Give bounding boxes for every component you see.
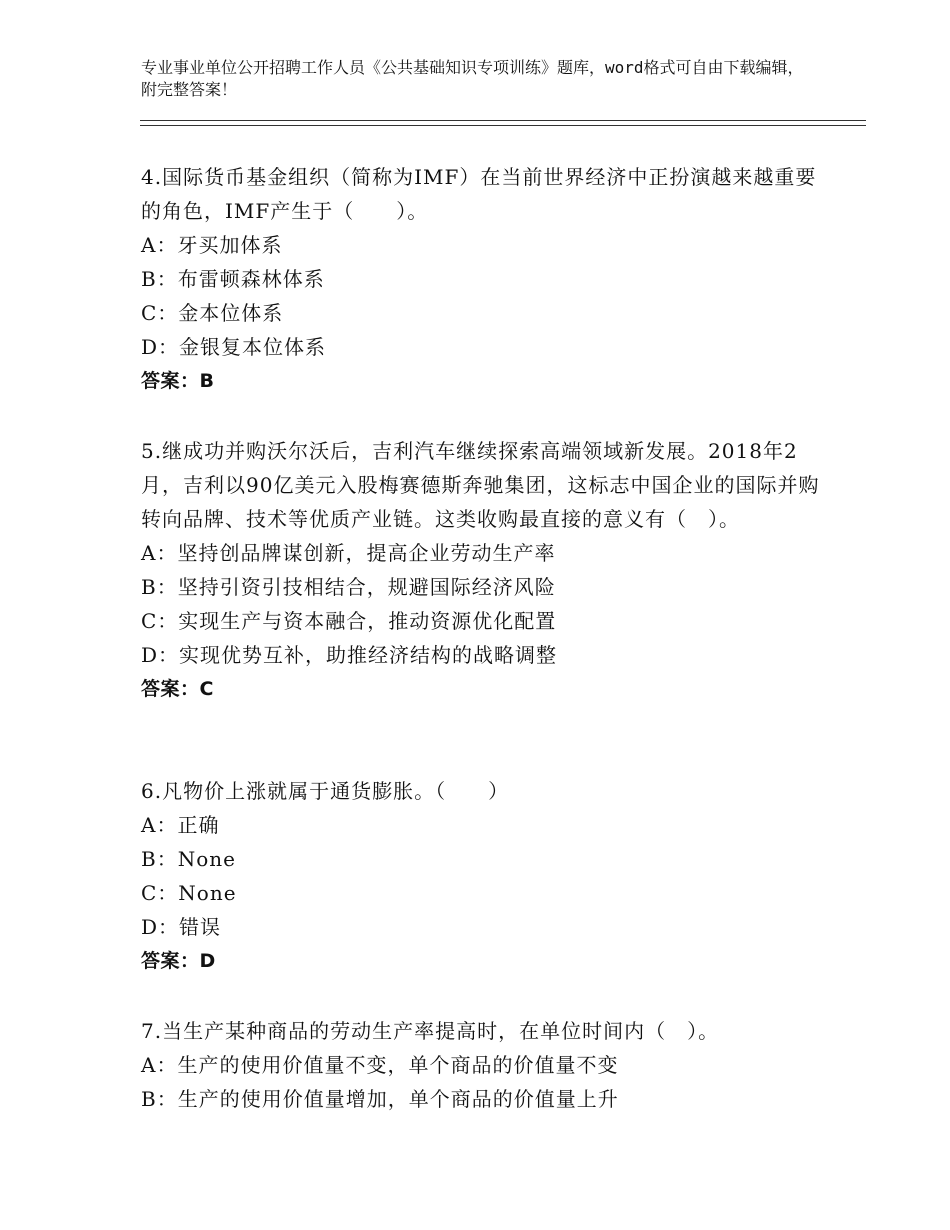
header-divider [140,120,866,126]
option-d: D：实现优势互补，助推经济结构的战略调整 [141,643,558,667]
option-b: B：生产的使用价值量增加，单个商品的价值量上升 [141,1087,619,1111]
option-b: B：布雷顿森林体系 [141,267,325,291]
option-a: A：生产的使用价值量不变，单个商品的价值量不变 [141,1053,619,1077]
answer-line: 答案：D [141,950,216,972]
question-4 [141,160,821,398]
option-c: C：实现生产与资本融合，推动资源优化配置 [141,609,557,633]
option-c: C：金本位体系 [141,301,284,325]
option-a: A：正确 [141,813,220,837]
question-stem: 7.当生产某种商品的劳动生产率提高时，在单位时间内（ ）。 [141,1019,720,1043]
answer-line: 答案：B [141,370,215,392]
question-stem: 5.继成功并购沃尔沃后，吉利汽车继续探索高端领域新发展。2018年2月，吉利以90亿美元入股梅赛德斯奔驰集团，这标志中国企业的国际并购转向品牌、技术等优质产业链。这类收购最直接的意义有（ ）。 [141,439,820,531]
header-title: 专业事业单位公开招聘工作人员《公共基础知识专项训练》题库，word格式可自由下载编辑，附完整答案！ [141,58,804,99]
option-d: D：金银复本位体系 [141,335,327,359]
option-b: B：None [141,847,236,871]
question-stem: 4.国际货币基金组织（简称为IMF）在当前世界经济中正扮演越来越重要的角色，IMF产生于（ ）。 [141,165,817,223]
option-c: C：None [141,881,237,905]
option-d: D：错误 [141,915,222,939]
question-stem: 6.凡物价上涨就属于通货膨胀。（ ） [141,779,510,803]
option-a: A：牙买加体系 [141,233,283,257]
answer-line: 答案：C [141,678,214,700]
question-5 [141,434,821,706]
option-b: B：坚持引资引技相结合，规避国际经济风险 [141,575,556,599]
question-7 [141,1014,821,1116]
question-6 [141,774,821,978]
option-a: A：坚持创品牌谋创新，提高企业劳动生产率 [141,541,556,565]
